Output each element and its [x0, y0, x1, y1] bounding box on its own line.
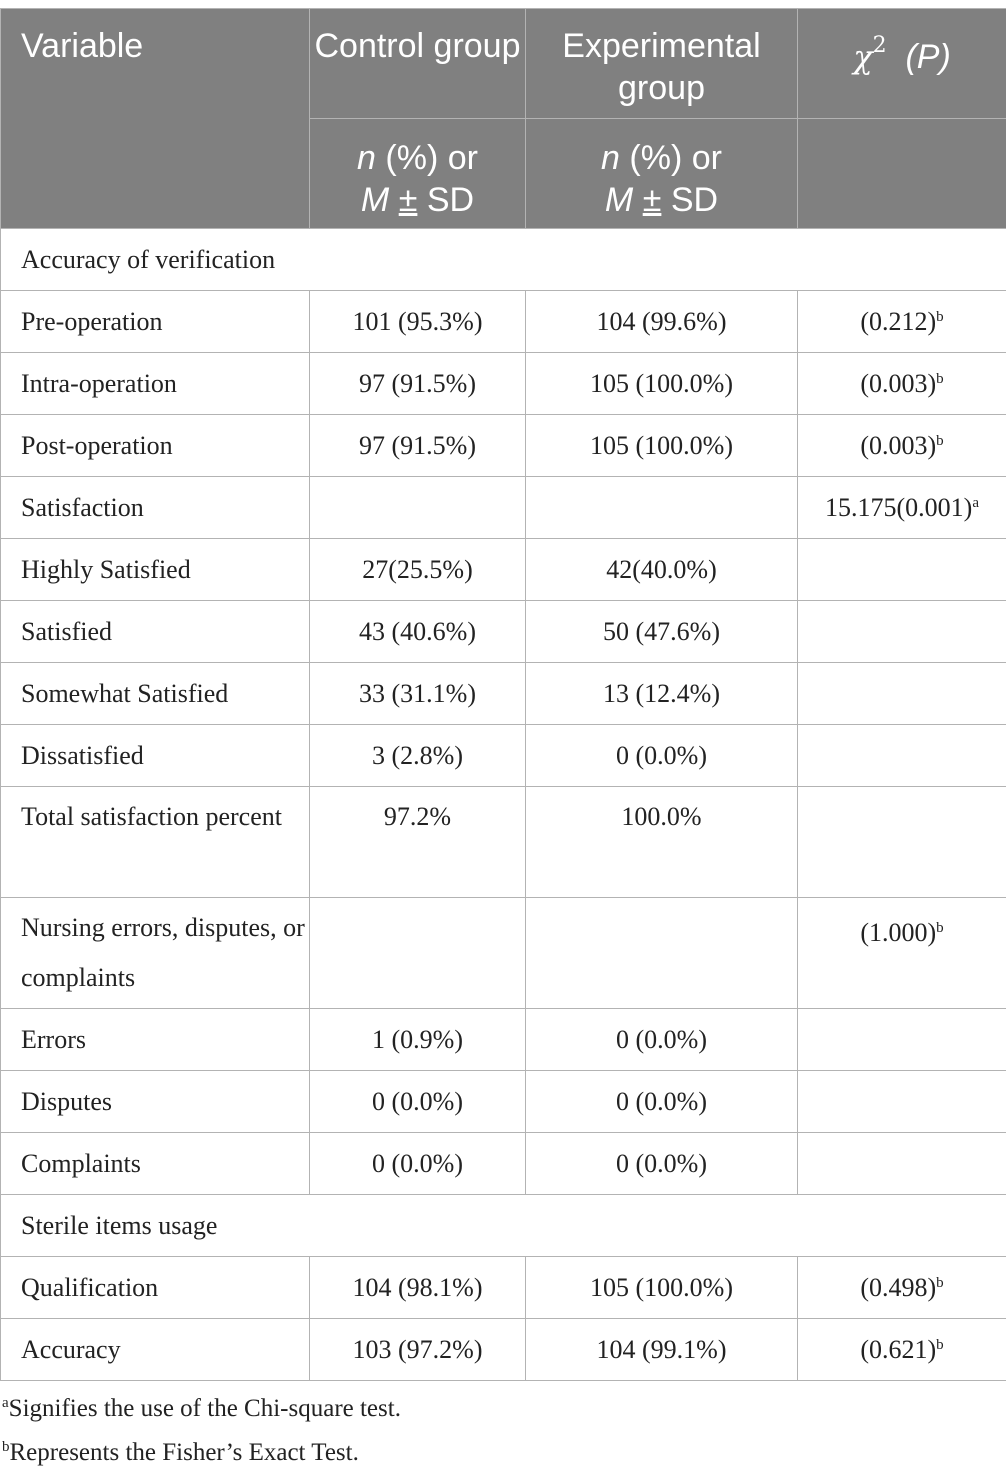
statistic-value: [798, 291, 1006, 353]
statistic-text: (0.003): [860, 369, 936, 398]
statistic-value: [798, 787, 1006, 898]
footnote-marker: b: [936, 371, 944, 387]
table-row: [1, 898, 1006, 1009]
control-value: [310, 898, 526, 1009]
row-label: Satisfaction: [1, 477, 310, 539]
p-label: (P): [905, 38, 950, 76]
header-experimental-stat: [526, 119, 798, 229]
stat-rest: (%) or: [629, 139, 722, 177]
statistic-value: [798, 601, 1006, 663]
row-label: Disputes: [1, 1071, 310, 1133]
section-row: [1, 1195, 1006, 1257]
results-table: [0, 8, 1006, 1381]
control-value: 3 (2.8%): [310, 725, 526, 787]
experimental-value: [526, 898, 798, 1009]
row-label: Errors: [1, 1009, 310, 1071]
table-body: [1, 229, 1006, 1381]
experimental-value: 100.0%: [526, 787, 798, 898]
section-row: [1, 229, 1006, 291]
row-label: Qualification: [1, 1257, 310, 1319]
statistic-text: (0.498): [860, 1273, 936, 1302]
stat-sd: SD: [671, 181, 718, 219]
statistic-value: [798, 353, 1006, 415]
stat-m: M: [605, 181, 633, 219]
row-label: Pre-operation: [1, 291, 310, 353]
control-value: 104 (98.1%): [310, 1257, 526, 1319]
table-row: [1, 415, 1006, 477]
row-label: Post-operation: [1, 415, 310, 477]
header-variable: Variable: [1, 9, 310, 229]
experimental-value: 105 (100.0%): [526, 353, 798, 415]
control-value: 0 (0.0%): [310, 1071, 526, 1133]
stat-sd: SD: [427, 181, 474, 219]
table-row: [1, 353, 1006, 415]
table-header: [1, 9, 1006, 229]
row-label: Highly Satisfied: [1, 539, 310, 601]
experimental-value: 0 (0.0%): [526, 1133, 798, 1195]
footnote-marker: b: [936, 920, 944, 936]
statistic-value: [798, 663, 1006, 725]
statistic-value: [798, 477, 1006, 539]
statistic-value: [798, 1257, 1006, 1319]
table-row: [1, 787, 1006, 898]
experimental-value: 0 (0.0%): [526, 1009, 798, 1071]
header-experimental-group: Experimental group: [526, 9, 798, 119]
statistic-text: (0.212): [860, 307, 936, 336]
footnote-marker: b: [936, 433, 944, 449]
control-value: 103 (97.2%): [310, 1319, 526, 1381]
stat-n: n: [601, 139, 620, 177]
row-label: Nursing errors, disputes, or complaints: [1, 898, 310, 1009]
header-chi-square-p: [798, 9, 1006, 119]
statistic-text: (0.621): [860, 1335, 936, 1364]
experimental-value: [526, 477, 798, 539]
table-row: [1, 601, 1006, 663]
row-label: Dissatisfied: [1, 725, 310, 787]
footnote-b: [2, 1428, 401, 1472]
chi-superscript: 2: [873, 33, 887, 58]
statistic-value: [798, 539, 1006, 601]
header-control-stat: [310, 119, 526, 229]
row-label: Somewhat Satisfied: [1, 663, 310, 725]
stat-pm: ±: [399, 181, 418, 219]
control-value: 97.2%: [310, 787, 526, 898]
table-row: [1, 291, 1006, 353]
row-label: Complaints: [1, 1133, 310, 1195]
statistic-value: [798, 898, 1006, 1009]
table-row: [1, 1257, 1006, 1319]
statistic-value: [798, 725, 1006, 787]
experimental-value: 104 (99.1%): [526, 1319, 798, 1381]
footnote-b-text: Represents the Fisher’s Exact Test.: [10, 1439, 359, 1466]
table-row: [1, 539, 1006, 601]
row-label: Total satisfaction percent: [1, 787, 310, 898]
footnotes: [2, 1384, 401, 1472]
footnote-marker: a: [972, 495, 979, 511]
statistic-value: [798, 1133, 1006, 1195]
section-label: Sterile items usage: [1, 1195, 1006, 1257]
control-value: 33 (31.1%): [310, 663, 526, 725]
statistic-value: [798, 1319, 1006, 1381]
experimental-value: 0 (0.0%): [526, 1071, 798, 1133]
experimental-value: 13 (12.4%): [526, 663, 798, 725]
footnote-b-mark: b: [2, 1439, 10, 1455]
control-value: 97 (91.5%): [310, 415, 526, 477]
experimental-value: 42(40.0%): [526, 539, 798, 601]
statistic-text: 15.175(0.001): [825, 493, 972, 522]
statistic-value: [798, 1071, 1006, 1133]
stat-m: M: [361, 181, 389, 219]
table-row: [1, 1009, 1006, 1071]
stat-n: n: [357, 139, 376, 177]
experimental-value: 105 (100.0%): [526, 1257, 798, 1319]
control-value: 1 (0.9%): [310, 1009, 526, 1071]
experimental-value: 104 (99.6%): [526, 291, 798, 353]
table-row: [1, 1071, 1006, 1133]
header-empty-cell: [798, 119, 1006, 229]
statistic-value: [798, 1009, 1006, 1071]
statistic-text: (0.003): [860, 431, 936, 460]
stat-pm: ±: [643, 181, 662, 219]
experimental-value: 0 (0.0%): [526, 725, 798, 787]
footnote-a-text: Signifies the use of the Chi-square test.: [9, 1395, 401, 1422]
control-value: 97 (91.5%): [310, 353, 526, 415]
row-label: Satisfied: [1, 601, 310, 663]
table-row: [1, 1319, 1006, 1381]
footnote-a: [2, 1384, 401, 1428]
header-control-group: Control group: [310, 9, 526, 119]
row-label: Accuracy: [1, 1319, 310, 1381]
control-value: 43 (40.6%): [310, 601, 526, 663]
footnote-a-mark: a: [2, 1395, 9, 1411]
footnote-marker: b: [936, 309, 944, 325]
experimental-value: 50 (47.6%): [526, 601, 798, 663]
table-row: [1, 663, 1006, 725]
table-row: [1, 1133, 1006, 1195]
control-value: 27(25.5%): [310, 539, 526, 601]
statistic-value: [798, 415, 1006, 477]
experimental-value: 105 (100.0%): [526, 415, 798, 477]
footnote-marker: b: [936, 1337, 944, 1353]
row-label: Intra-operation: [1, 353, 310, 415]
table-row: [1, 477, 1006, 539]
table-row: [1, 725, 1006, 787]
stat-rest: (%) or: [385, 139, 478, 177]
control-value: [310, 477, 526, 539]
statistic-text: (1.000): [860, 918, 936, 947]
chi-symbol: χ: [853, 38, 872, 76]
control-value: 0 (0.0%): [310, 1133, 526, 1195]
footnote-marker: b: [936, 1275, 944, 1291]
control-value: 101 (95.3%): [310, 291, 526, 353]
section-label: Accuracy of verification: [1, 229, 1006, 291]
